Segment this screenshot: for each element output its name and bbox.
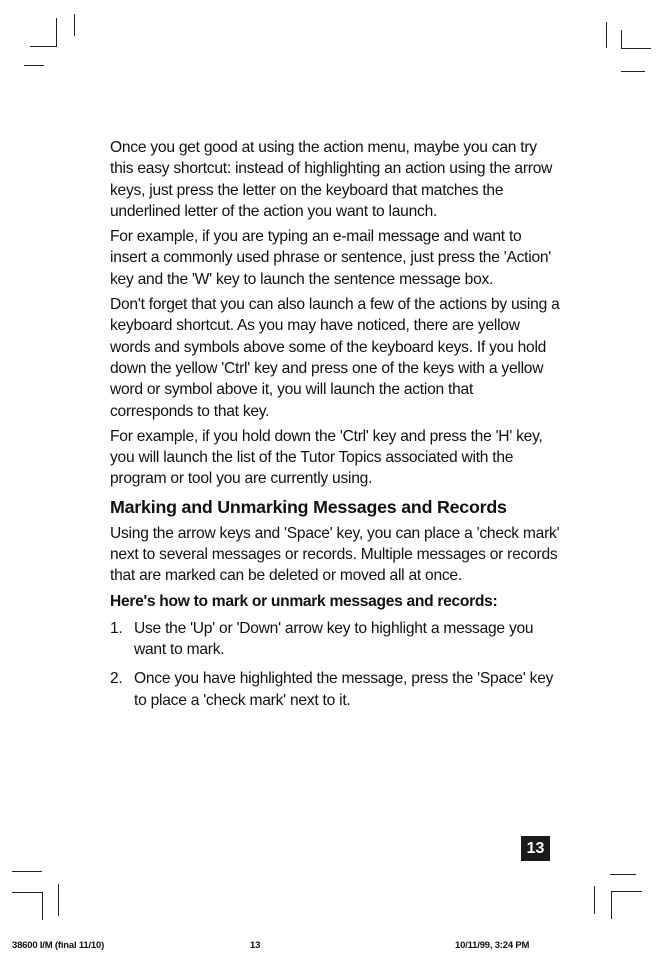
page-body (110, 137, 560, 719)
paragraph-keyboard-shortcut: Don't forget that you can also launch a few of the actions by using a keyboard shortcut. As you may have noticed, there are yellow words and symbols above some of the keyboard keys. If you hold down the yellow 'Ctrl' key and press one of the keys with a yellow word or symbol above it, you will launch the action that corresponds to that key. (110, 296, 560, 420)
paragraph-shortcut: Once you get good at using the action menu, maybe you can try this easy shortcut: instead of highlighting an action using the arrow keys, just press the letter on the keyboard that matches the underlined letter of the action you want to launch. (110, 139, 553, 220)
footer-job-info: 38600 I/M (final 11/10) (12, 940, 105, 951)
step-item (110, 618, 560, 661)
paragraph-example-ctrl-h: For example, if you hold down the 'Ctrl' key and press the 'H' key, you will launch the list of the Tutor Topics associated with the program or tool you are currently using. (110, 427, 543, 488)
footer-page-number: 13 (250, 940, 261, 951)
paragraph-example-email: For example, if you are typing an e-mail message and want to insert a commonly used phrase or sentence, just press the 'Action' key and the 'W' key to launch the sentence message box. (110, 228, 552, 288)
step-number: 2. (110, 670, 123, 688)
footer-timestamp: 10/11/99, 3:24 PM (455, 940, 530, 951)
step-number: 1. (110, 619, 123, 637)
step-item (110, 668, 560, 711)
section-subheading: Here's how to mark or unmark messages and records: (110, 592, 498, 610)
page-number-badge: 13 (521, 836, 550, 861)
step-text: Use the 'Up' or 'Down' arrow key to highlight a message you want to mark. (134, 619, 534, 658)
section-body: Using the arrow keys and 'Space' key, you can place a 'check mark' next to several messages or records. Multiple messages or records that are marked can be deleted or moved all at once. (110, 524, 560, 585)
section-heading: Marking and Unmarking Messages and Records (110, 496, 507, 517)
step-text: Once you have highlighted the message, press the 'Space' key to place a 'check mark' next to it. (134, 670, 554, 709)
